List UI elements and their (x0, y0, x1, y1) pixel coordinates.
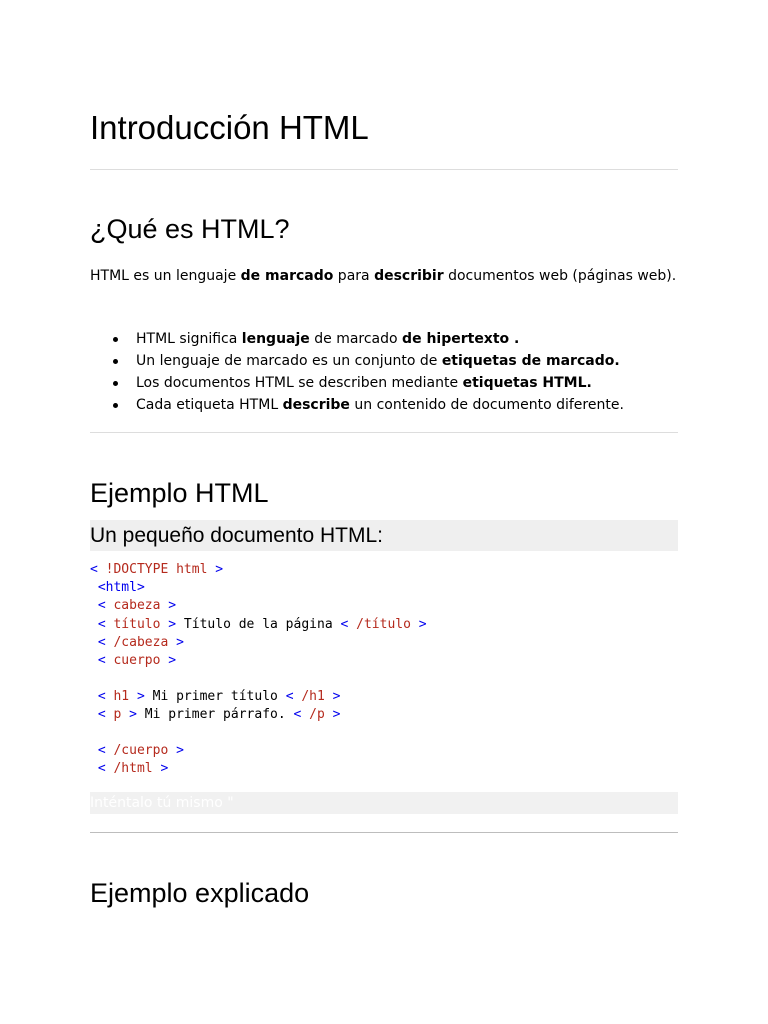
section-heading-what-is-html: ¿Qué es HTML? (90, 214, 290, 244)
code-tag: /cabeza (113, 634, 169, 650)
code-bracket: < (97, 706, 114, 722)
example-subheading: Un pequeño documento HTML: (90, 520, 678, 551)
code-bracket: > (324, 688, 341, 704)
code-line-body-open (90, 652, 678, 670)
code-bracket: > (160, 616, 177, 632)
code-bracket: > (168, 742, 184, 758)
code-bracket: > (121, 706, 137, 722)
list-item-text: Los documentos HTML se describen mediante (136, 375, 463, 391)
code-bracket: < (97, 652, 114, 668)
code-bracket: > (160, 652, 177, 668)
code-text: Título de la página (176, 616, 341, 632)
code-tag: /cuerpo (113, 742, 169, 758)
intro-paragraph (90, 266, 678, 287)
list-item-bold-text: etiquetas HTML. (462, 375, 592, 391)
page-title: Introducción HTML (90, 109, 369, 146)
code-bracket: < (293, 706, 310, 722)
code-bracket: < (90, 562, 106, 577)
section-heading-example-explained: Ejemplo explicado (90, 878, 310, 908)
code-line-html-open (90, 579, 678, 597)
code-bracket: < (97, 634, 114, 650)
code-bracket: > (152, 760, 169, 776)
intro-bold-text: describir (374, 268, 444, 284)
code-line-h1 (90, 688, 678, 706)
code-bracket: < (97, 760, 114, 776)
divider (90, 169, 678, 170)
list-item-text: Un lenguaje de marcado es un conjunto de (136, 353, 442, 369)
intro-bold-text: de marcado (240, 268, 334, 284)
code-line-body-close (90, 742, 678, 760)
code-bracket: < (285, 688, 302, 704)
code-bracket: < (340, 616, 357, 632)
code-tag: p (113, 706, 122, 722)
try-it-yourself-button[interactable]: Inténtalo tú mismo " (90, 792, 678, 814)
code-tag: !DOCTYPE html (105, 562, 208, 577)
code-bracket: > (410, 616, 427, 632)
intro-text: documentos web (páginas web). (443, 268, 677, 284)
list-item-bold-text: de hipertexto . (402, 331, 520, 347)
intro-text: para (333, 268, 375, 284)
code-tag: /html (113, 760, 153, 776)
code-tag: h1 (113, 688, 130, 704)
code-blank-line (90, 670, 678, 688)
list-item-text: un contenido de documento diferente. (349, 397, 624, 413)
divider (90, 432, 678, 433)
code-tag: cuerpo (113, 652, 161, 668)
code-bracket: > (207, 562, 224, 577)
code-bracket: < (97, 598, 114, 614)
code-tag: título (113, 616, 161, 632)
html-facts-list (90, 328, 678, 416)
divider (90, 832, 678, 833)
list-item (136, 394, 678, 416)
code-bracket: > (160, 598, 177, 614)
list-item-bold-text: describe (282, 397, 350, 413)
intro-text: HTML es un lenguaje (90, 268, 241, 284)
code-blank-line (90, 724, 678, 742)
list-item (136, 372, 678, 394)
list-item-bold-text: etiquetas de marcado. (441, 353, 620, 369)
code-tag: <html> (97, 580, 145, 596)
code-tag: /p (309, 706, 325, 722)
code-bracket: < (97, 688, 114, 704)
list-item (136, 350, 678, 372)
list-item (136, 328, 678, 350)
code-text: Mi primer párrafo. (136, 706, 294, 722)
code-tag: /h1 (301, 688, 325, 704)
code-bracket: > (168, 634, 184, 650)
section-heading-html-example: Ejemplo HTML (90, 478, 269, 508)
code-line-html-close (90, 760, 678, 778)
code-bracket: > (324, 706, 341, 722)
list-item-text: HTML significa (136, 331, 242, 347)
code-line-doctype (90, 561, 678, 579)
list-item-bold-text: lenguaje (241, 331, 310, 347)
code-text: Mi primer título (144, 688, 286, 704)
code-bracket: < (97, 616, 114, 632)
code-line-head-open (90, 597, 678, 615)
code-bracket: > (129, 688, 145, 704)
list-item-text: Cada etiqueta HTML (136, 397, 283, 413)
code-line-head-close (90, 634, 678, 652)
code-bracket: < (97, 742, 114, 758)
code-tag: cabeza (113, 598, 161, 614)
list-item-text: de marcado (309, 331, 403, 347)
code-tag: /título (356, 616, 411, 632)
code-example (90, 561, 678, 778)
code-line-title (90, 616, 678, 634)
code-line-p (90, 706, 678, 724)
